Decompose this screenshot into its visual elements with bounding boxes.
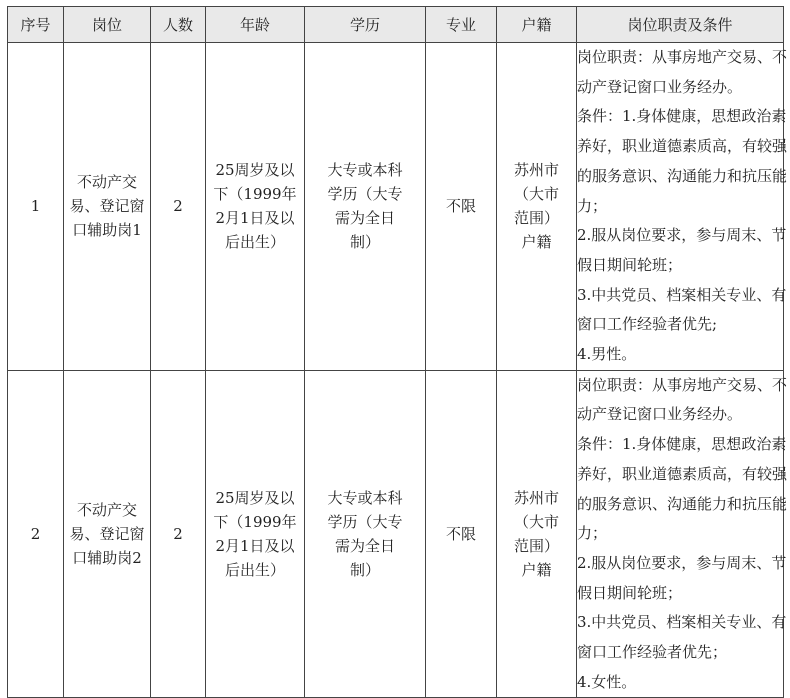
cell-position bbox=[64, 370, 151, 698]
household-value: 苏州市（大市范围）户籍 bbox=[513, 489, 559, 580]
duty-line: 假日期间轮班； bbox=[577, 255, 683, 274]
position-value: 不动产交易、登记窗口辅助岗1 bbox=[69, 173, 145, 240]
cell-education bbox=[305, 370, 426, 698]
duty-line: 力； bbox=[577, 524, 608, 543]
duty-line: 窗口工作经验者优先； bbox=[577, 643, 728, 662]
duty-line: 岗位职责：从事房地产交易、不 bbox=[577, 375, 788, 394]
header-household: 户籍 bbox=[497, 7, 577, 43]
duty-line: 3.中共党员、档案相关专业、有 bbox=[577, 613, 787, 632]
cell-major bbox=[426, 370, 497, 698]
cell-position bbox=[64, 43, 151, 371]
index-value: 1 bbox=[30, 197, 41, 216]
duty-line: 3.中共党员、档案相关专业、有 bbox=[577, 285, 787, 304]
header-age: 年龄 bbox=[206, 7, 305, 43]
duty-line: 窗口工作经验者优先; bbox=[577, 315, 718, 334]
cell-age bbox=[206, 370, 305, 698]
major-value: 不限 bbox=[445, 525, 476, 544]
education-value: 大专或本科学历（大专需为全日制） bbox=[327, 161, 403, 252]
cell-household bbox=[497, 43, 577, 371]
age-value: 25周岁及以下（1999年2月1日及以后出生） bbox=[213, 161, 297, 252]
duty-line: 岗位职责：从事房地产交易、不 bbox=[577, 48, 788, 66]
header-index: 序号 bbox=[8, 7, 64, 43]
cell-duties bbox=[577, 43, 788, 371]
position-value: 不动产交易、登记窗口辅助岗2 bbox=[69, 501, 145, 568]
cell-count bbox=[151, 43, 206, 371]
cell-index bbox=[8, 43, 64, 371]
cell-age bbox=[206, 43, 305, 371]
duty-line: 4.男性。 bbox=[577, 345, 637, 364]
duty-line: 2.服从岗位要求，参与周末、节 bbox=[577, 226, 787, 245]
cell-count bbox=[151, 370, 206, 698]
duty-line: 养好，职业道德素质高，有较强 bbox=[577, 464, 788, 483]
cell-household bbox=[497, 370, 577, 698]
duty-line: 2.服从岗位要求，参与周末、节 bbox=[577, 553, 787, 572]
recruitment-table bbox=[7, 6, 788, 698]
duty-line: 养好，职业道德素质高，有较强 bbox=[577, 137, 788, 156]
cell-education bbox=[305, 43, 426, 371]
cell-duties bbox=[577, 370, 788, 698]
cell-index bbox=[8, 370, 64, 698]
count-value: 2 bbox=[173, 525, 183, 544]
duty-line: 动产登记窗口业务经办。 bbox=[577, 405, 743, 424]
duty-line: 的服务意识、沟通能力和抗压能 bbox=[577, 166, 788, 185]
duty-line: 4.女性。 bbox=[577, 672, 637, 691]
duty-line: 动产登记窗口业务经办。 bbox=[577, 77, 743, 96]
cell-major bbox=[426, 43, 497, 371]
duty-line: 条件：1.身体健康，思想政治素 bbox=[577, 107, 787, 126]
duty-line: 的服务意识、沟通能力和抗压能 bbox=[577, 494, 788, 513]
index-value: 2 bbox=[30, 525, 41, 544]
count-value: 2 bbox=[173, 197, 183, 216]
table-row bbox=[8, 43, 784, 371]
header-duties: 岗位职责及条件 bbox=[577, 7, 784, 43]
header-count: 人数 bbox=[151, 7, 206, 43]
major-value: 不限 bbox=[445, 197, 476, 216]
header-education: 学历 bbox=[305, 7, 426, 43]
table-row bbox=[8, 370, 784, 698]
education-value: 大专或本科学历（大专需为全日制） bbox=[327, 489, 403, 580]
header-position: 岗位 bbox=[64, 7, 151, 43]
age-value: 25周岁及以下（1999年2月1日及以后出生） bbox=[213, 489, 297, 580]
duty-line: 力； bbox=[577, 196, 608, 215]
duty-line: 条件：1.身体健康，思想政治素 bbox=[577, 435, 787, 454]
header-row bbox=[8, 7, 784, 43]
header-major: 专业 bbox=[426, 7, 497, 43]
household-value: 苏州市（大市范围）户籍 bbox=[513, 161, 559, 252]
duty-line: 假日期间轮班； bbox=[577, 583, 683, 602]
